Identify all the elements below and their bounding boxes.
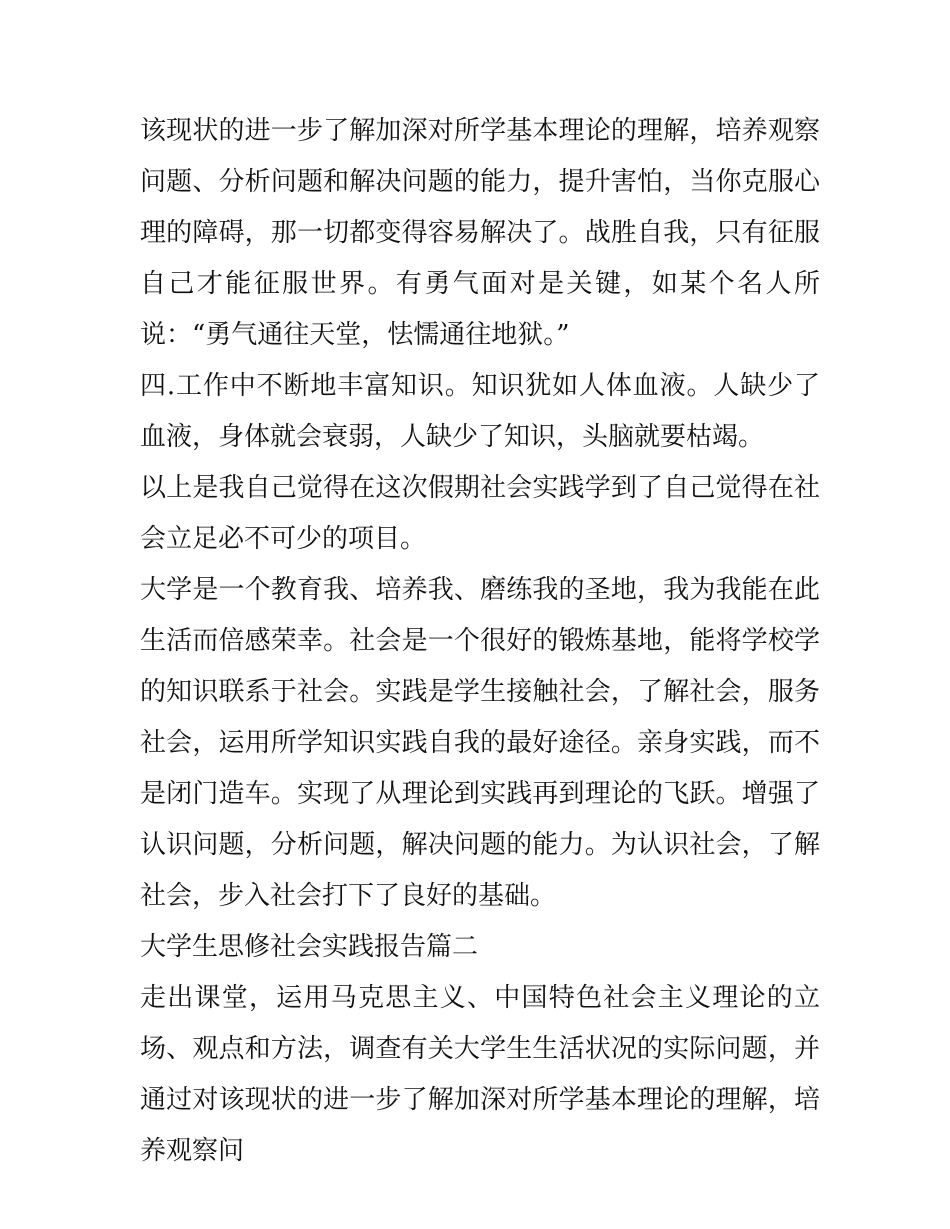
section-heading: 大学生思修社会实践报告篇二 — [140, 932, 479, 962]
document-body — [140, 106, 820, 1177]
paragraph-3: 以上是我自己觉得在这次假期社会实践学到了自己觉得在社会立足必不可少的项目。 — [140, 473, 820, 554]
paragraph-1: 该现状的进一步了解加深对所学基本理论的理解，培养观察问题、分析问题和解决问题的能力，提升害怕，当你克服心理的障碍，那一切都变得容易解决了。战胜自我，只有征服自己才能征服世界。有勇气面对是关键，如某个名人所说：“勇气通往天堂，怯懦通往地狱。” — [140, 116, 820, 350]
paragraph-5: 走出课堂，运用马克思主义、中国特色社会主义理论的立场、观点和方法，调查有关大学生生活状况的实际问题，并通过对该现状的进一步了解加深对所学基本理论的理解，培养观察问 — [140, 983, 820, 1166]
paragraph-4: 大学是一个教育我、培养我、磨练我的圣地，我为我能在此生活而倍感荣幸。社会是一个很好的锻炼基地，能将学校学的知识联系于社会。实践是学生接触社会，了解社会，服务社会，运用所学知识实践自我的最好途径。亲身实践，而不是闭门造车。实现了从理论到实践再到理论的飞跃。增强了认识问题，分析问题，解决问题的能力。为认识社会，了解社会，步入社会打下了良好的基础。 — [140, 575, 820, 911]
paragraph-2: 四.工作中不断地丰富知识。知识犹如人体血液。人缺少了血液，身体就会衰弱，人缺少了知识，头脑就要枯竭。 — [140, 371, 820, 452]
